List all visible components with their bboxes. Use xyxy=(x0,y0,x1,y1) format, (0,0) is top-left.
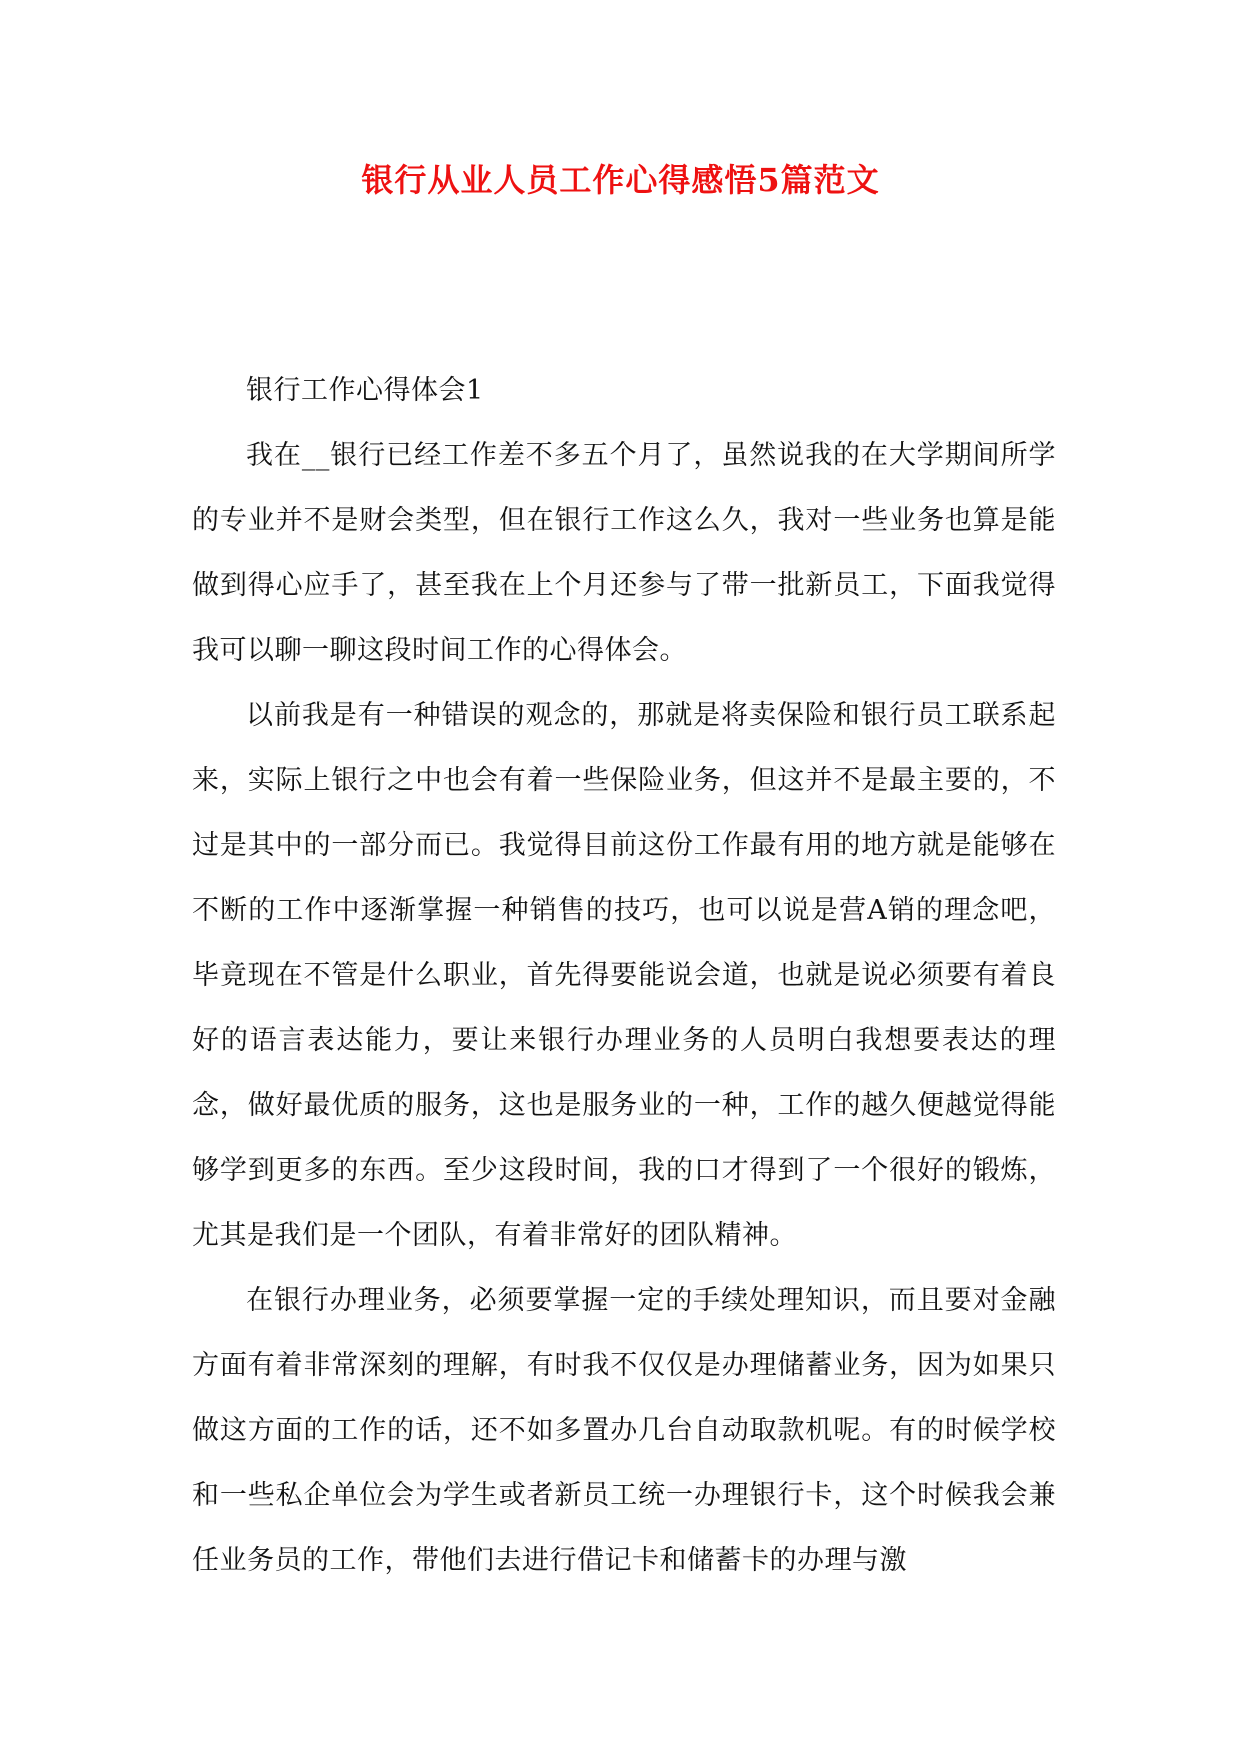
paragraph-2: 以前我是有一种错误的观念的，那就是将卖保险和银行员工联系起来，实际上银行之中也会有着一些保险业务，但这并不是最主要的，不过是其中的一部分而已。我觉得目前这份工作最有用的地方就是能够在不断的工作中逐渐掌握一种销售的技巧，也可以说是营A销的理念吧，毕竟现在不管是什么职业，首先得要能说会道，也就是说必须要有着良好的语言表达能力，要让来银行办理业务的人员明白我想要表达的理念，做好最优质的服务，这也是服务业的一种，工作的越久便越觉得能够学到更多的东西。至少这段时间，我的口才得到了一个很好的锻炼，尤其是我们是一个团队，有着非常好的团队精神。 xyxy=(192,700,1056,1251)
paragraph-1: 我在__银行已经工作差不多五个月了，虽然说我的在大学期间所学的专业并不是财会类型，但在银行工作这么久，我对一些业务也算是能做到得心应手了，甚至我在上个月还参与了带一批新员工，下面我觉得我可以聊一聊这段时间工作的心得体会。 xyxy=(192,440,1056,666)
document-body xyxy=(192,358,1056,1593)
paragraph-3: 在银行办理业务，必须要掌握一定的手续处理知识，而且要对金融方面有着非常深刻的理解，有时我不仅仅是办理储蓄业务，因为如果只做这方面的工作的话，还不如多置办几台自动取款机呢。有的时候学校和一些私企单位会为学生或者新员工统一办理银行卡，这个时候我会兼任业务员的工作，带他们去进行借记卡和储蓄卡的办理与激 xyxy=(192,1285,1056,1576)
section-heading: 银行工作心得体会1 xyxy=(246,375,484,406)
document-title: 银行从业人员工作心得感悟5篇范文 xyxy=(361,161,880,199)
